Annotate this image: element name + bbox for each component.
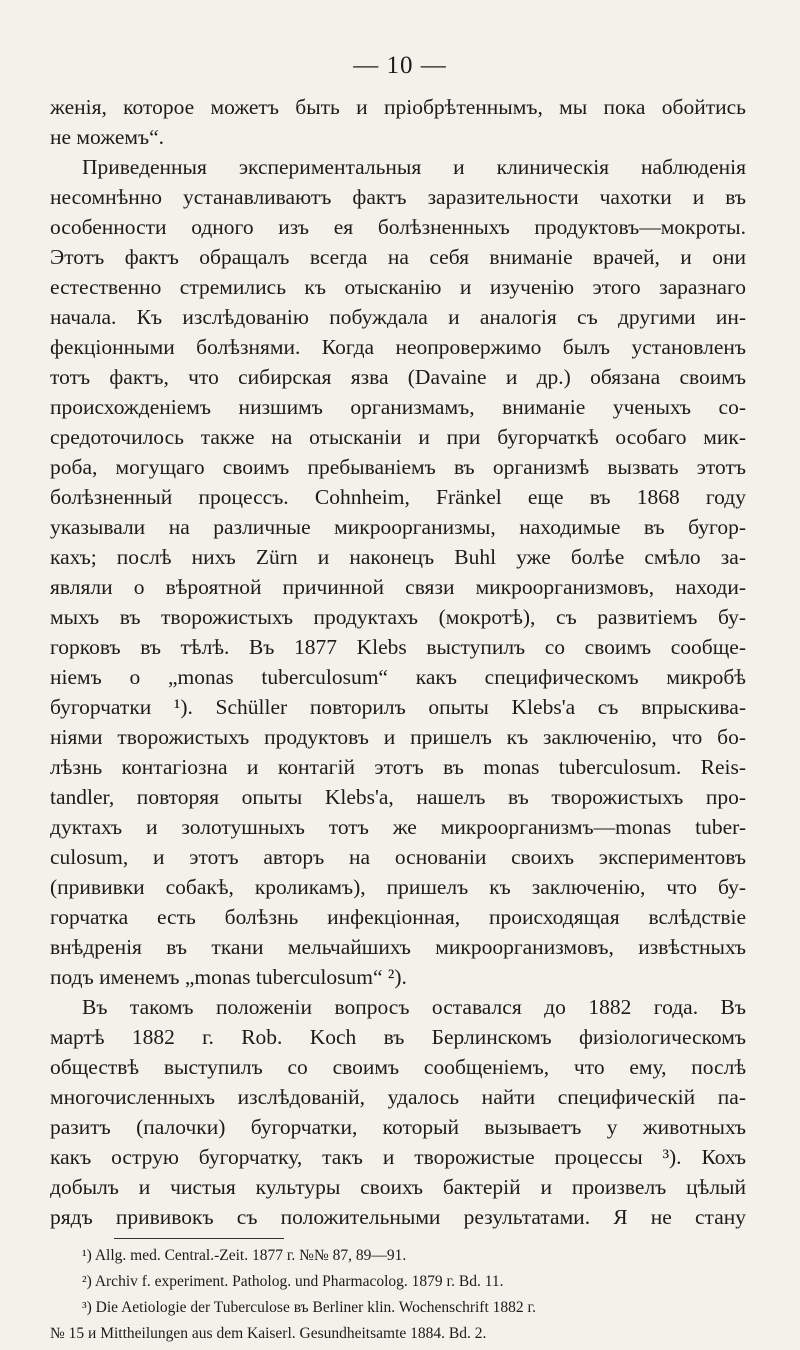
text-line: кахъ; послѣ нихъ Zürn и наконецъ Buhl уже болѣе смѣло за- [50, 545, 746, 569]
text-line: ніемъ о „monas tuberculosum“ какъ специфическомъ микробѣ [50, 665, 746, 689]
footnote: ³) Die Aetiologie der Tuberculose въ Berliner klin. Wochenschrift 1882 г. [82, 1299, 537, 1316]
text-line: Этотъ фактъ обращалъ всегда на себя вниманіе врачей, и они [50, 245, 746, 269]
text-line: мартѣ 1882 г. Rob. Koch въ Берлинскомъ физіологическомъ [50, 1025, 746, 1049]
text-line: добылъ и чистыя культуры своихъ бактерій и произвелъ цѣлый [50, 1175, 746, 1199]
footnote: № 15 и Mittheilungen aus dem Kaiserl. Gesundheitsamte 1884. Bd. 2. [50, 1325, 487, 1342]
text-line: являли о вѣроятной причинной связи микроорганизмовъ, находи- [50, 575, 746, 599]
footnote-divider [114, 1238, 284, 1239]
footnotes [50, 1243, 746, 1347]
text-line: какъ острую бугорчатку, такъ и творожистые процессы ³). Кохъ [50, 1145, 746, 1169]
text-line: многочисленныхъ изслѣдованій, удалось найти специфическій па- [50, 1085, 746, 1109]
text-line: тотъ фактъ, что сибирская язва (Davaine и др.) обязана своимъ [50, 365, 746, 389]
text-line: мыхъ въ творожистыхъ продуктахъ (мокротѣ), съ развитіемъ бу- [50, 605, 746, 629]
text-line: обществѣ выступилъ со своимъ сообщеніемъ, что ему, послѣ [50, 1055, 746, 1079]
text-line: фекціонными болѣзнями. Когда неопровержимо былъ установленъ [50, 335, 746, 359]
text-line: разитъ (палочки) бугорчатки, который вызываетъ у животныхъ [50, 1115, 746, 1139]
text-line: (прививки собакѣ, кроликамъ), пришелъ къ заключенію, что бу- [50, 875, 746, 899]
page-number: — 10 — [353, 52, 447, 79]
footnote: ²) Archiv f. experiment. Patholog. und Pharmacolog. 1879 г. Bd. 11. [82, 1273, 504, 1290]
text-line: лѣзнь контагіозна и контагій этотъ въ monas tuberculosum. Reis- [50, 755, 746, 779]
text-line: начала. Къ изслѣдованію побуждала и аналогія съ другими ин- [50, 305, 746, 329]
text-line: естественно стремились къ отысканію и изученію этого заразнаго [50, 275, 746, 299]
text-line: culosum, и этотъ авторъ на основаніи своихъ экспериментовъ [50, 845, 746, 869]
text-line: женія, которое можетъ быть и пріобрѣтеннымъ, мы пока обойтись [50, 95, 746, 119]
text-line: горчатка есть болѣзнь инфекціонная, происходящая вслѣдствіе [50, 905, 746, 929]
text-line: бугорчатки ¹). Schüller повторилъ опыты Klebs'а съ впрыскива- [50, 695, 746, 719]
text-line: Приведенныя экспериментальныя и клиническія наблюденія [82, 155, 746, 179]
text-line: болѣзненный процессъ. Cohnheim, Fränkel еще въ 1868 году [50, 485, 746, 509]
text-line: несомнѣнно устанавливаютъ фактъ заразительности чахотки и въ [50, 185, 746, 209]
page-body [50, 92, 746, 1347]
text-line: подъ именемъ „monas tuberculosum“ ²). [50, 965, 407, 989]
text-line: tandler, повторяя опыты Klebs'а, нашелъ въ творожистыхъ про- [50, 785, 746, 809]
text-line: роба, могущаго своимъ пребываніемъ въ организмѣ вызвать этотъ [50, 455, 746, 479]
text-line: не можемъ“. [50, 125, 164, 149]
text-line: указывали на различные микроорганизмы, находимые въ бугор- [50, 515, 746, 539]
text-line: средоточилось также на отысканіи и при бугорчаткѣ особаго мик- [50, 425, 746, 449]
text-line: дуктахъ и золотушныхъ тотъ же микроорганизмъ—monas tuber- [50, 815, 746, 839]
text-line: внѣдренія въ ткани мельчайшихъ микроорганизмовъ, извѣстныхъ [50, 935, 746, 959]
text-line: рядъ прививокъ съ положительными результатами. Я не стану [50, 1205, 746, 1229]
main-text [50, 92, 746, 1232]
text-line: особенности одного изъ ея болѣзненныхъ продуктовъ—мокроты. [50, 215, 746, 239]
footnote: ¹) Allg. med. Central.-Zeit. 1877 г. №№ 87, 89—91. [82, 1247, 407, 1264]
text-line: ніями творожистыхъ продуктовъ и пришелъ къ заключенію, что бо- [50, 725, 746, 749]
text-line: происхожденіемъ низшимъ организмамъ, вниманіе ученыхъ со- [50, 395, 746, 419]
text-line: горковъ въ тѣлѣ. Въ 1877 Klebs выступилъ со своимъ сообще- [50, 635, 746, 659]
text-line: Въ такомъ положеніи вопросъ оставался до 1882 года. Въ [82, 995, 746, 1019]
